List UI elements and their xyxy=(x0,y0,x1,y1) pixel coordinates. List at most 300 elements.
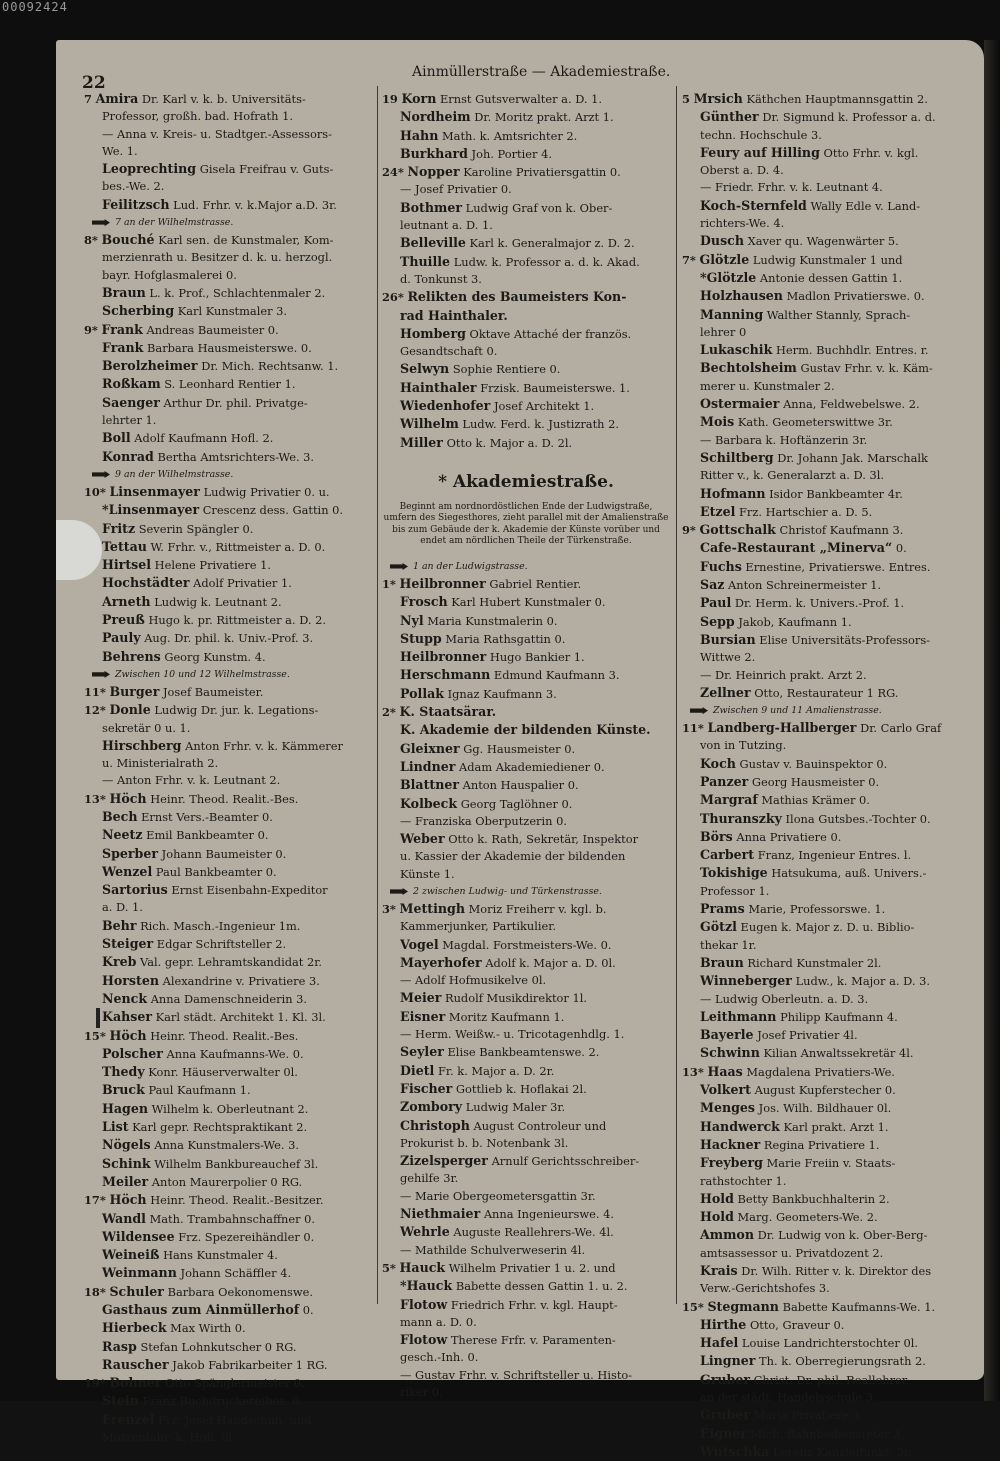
resident-details: Heinr. Theod. Realit.-Bes. xyxy=(150,1028,299,1043)
resident-details: Gottlieb k. Hoflakai 2l. xyxy=(455,1081,587,1096)
resident-details: Konr. Häuserverwalter 0l. xyxy=(148,1065,298,1080)
resident-name: Neetz xyxy=(102,827,143,843)
resident-name: Bayerle xyxy=(700,1027,754,1043)
resident-details: Dr. Mich. Rechtsanw. 1. xyxy=(201,359,339,374)
resident-details: Lorenz Kanzleifunkt. 3r. xyxy=(773,1444,912,1459)
directory-entry xyxy=(382,199,670,217)
directory-entry xyxy=(382,989,670,1007)
house-number: 26* xyxy=(382,290,404,305)
resident-name: Koch-Sternfeld xyxy=(700,197,807,213)
directory-entry xyxy=(84,126,376,143)
directory-entry xyxy=(682,108,972,126)
house-number: 1* xyxy=(382,576,396,591)
directory-entry xyxy=(682,251,972,269)
directory-entry xyxy=(682,810,972,828)
resident-name: Etzel xyxy=(700,503,736,519)
resident-name: Holzhausen xyxy=(700,288,783,304)
resident-details: Math. k. Amtsrichter 2. xyxy=(442,128,578,143)
resident-name: *Hauck xyxy=(400,1278,453,1294)
directory-entry xyxy=(682,991,972,1008)
street-heading: * Akademiestraße. xyxy=(438,471,614,492)
resident-name: Flotow xyxy=(400,1296,448,1312)
pointer-text: Zwischen 10 und 12 Wilhelmstrasse. xyxy=(115,668,290,680)
directory-entry xyxy=(682,1334,972,1352)
directory-entry xyxy=(682,413,972,431)
resident-details: merer u. Kunstmaler 2. xyxy=(700,378,835,393)
resident-details: Hans Kunstmaler 4. xyxy=(163,1248,278,1263)
directory-entry xyxy=(382,954,670,972)
directory-entry xyxy=(84,1210,376,1228)
directory-entry xyxy=(84,737,376,755)
resident-name: Stupp xyxy=(400,630,442,646)
resident-name: Götzl xyxy=(700,919,737,935)
resident-name: Miller xyxy=(400,434,443,450)
resident-details: merzienrath u. Besitzer d. k. u. herzogl. xyxy=(102,250,333,265)
resident-name: Lingner xyxy=(700,1353,756,1369)
column-2-top xyxy=(382,90,670,452)
resident-details: — Herm. Weißw.- u. Tricotagenhdlg. 1. xyxy=(400,1027,625,1042)
resident-details: Dr. Sigmund k. Professor a. d. xyxy=(762,110,936,125)
resident-name: K. Staatsärar. xyxy=(399,704,497,720)
resident-details: — Marie Obergeometersgattin 3r. xyxy=(400,1188,596,1203)
resident-name: Nögels xyxy=(102,1137,151,1153)
directory-entry xyxy=(84,448,376,466)
directory-entry xyxy=(682,918,972,936)
directory-entry xyxy=(84,375,376,393)
resident-details: Arnulf Gerichtsschreiber- xyxy=(491,1154,640,1169)
directory-entry xyxy=(382,360,670,378)
directory-entry xyxy=(84,357,376,375)
resident-name: Hierbeck xyxy=(102,1320,167,1336)
resident-details: Karl städt. Architekt 1. Kl. 3l. xyxy=(155,1010,326,1025)
resident-name: Handwerck xyxy=(700,1118,780,1134)
resident-details: Ernst Eisenbahn-Expeditor xyxy=(171,883,328,898)
resident-details: Kath. Geometerswittwe 3r. xyxy=(737,415,893,430)
directory-entry xyxy=(682,539,972,557)
resident-details: Sophie Rentiere 0. xyxy=(452,362,561,377)
resident-details: bes.-We. 2. xyxy=(102,179,165,194)
directory-entry xyxy=(382,1188,670,1205)
resident-name: Dusch xyxy=(700,233,744,249)
resident-name: Koch xyxy=(700,755,736,771)
resident-name: Horsten xyxy=(102,972,160,988)
resident-details: Gg. Hausmeister 0. xyxy=(463,741,576,756)
directory-entry xyxy=(382,1314,670,1331)
resident-name: Bechtolsheim xyxy=(700,360,797,376)
house-pointer xyxy=(382,883,670,900)
book-spine xyxy=(984,40,1000,1401)
resident-details: Ludwig Kunstmaler 1 und xyxy=(752,252,903,267)
directory-entry xyxy=(682,324,972,341)
resident-details: Ernst Gutsverwalter a. D. 1. xyxy=(439,92,603,106)
resident-name: Mayerhofer xyxy=(400,954,482,970)
directory-entry xyxy=(682,144,972,162)
resident-details: Walther Stannly, Sprach- xyxy=(766,307,911,322)
resident-details: u. Kassier der Akademie der bildenden xyxy=(400,849,626,864)
resident-details: Ludwig Maler 3r. xyxy=(465,1100,566,1115)
directory-entry xyxy=(84,683,376,701)
resident-name: List xyxy=(102,1119,129,1135)
directory-entry xyxy=(84,1118,376,1136)
resident-details: Dr. Johann Jak. Marschalk xyxy=(777,450,928,465)
resident-name: Kreb xyxy=(102,954,137,970)
resident-details: Regina Privatiere 1. xyxy=(763,1137,880,1152)
resident-name: Lindner xyxy=(400,758,456,774)
resident-details: — Gustav Frhr. v. Schriftsteller u. Histo- xyxy=(400,1367,633,1382)
resident-details: Andreas Baumeister 0. xyxy=(146,322,279,337)
directory-entry xyxy=(682,1280,972,1297)
directory-entry xyxy=(84,1356,376,1374)
directory-entry xyxy=(84,267,376,284)
resident-details: Ritter v., k. Generalarzt a. D. 3l. xyxy=(700,468,885,483)
resident-details: Philipp Kaufmann 4. xyxy=(780,1009,898,1024)
resident-details: Severin Spängler 0. xyxy=(138,521,254,536)
resident-details: Mathias Krämer 0. xyxy=(761,793,870,808)
house-number: 5 xyxy=(682,92,690,106)
directory-entry xyxy=(84,863,376,881)
resident-name: Fuchs xyxy=(700,558,742,574)
directory-entry xyxy=(382,1384,670,1401)
resident-name: Herschmann xyxy=(400,667,491,683)
resident-details: Oberst a. D. 4. xyxy=(700,163,784,178)
directory-entry xyxy=(382,630,670,648)
resident-name: Seyler xyxy=(400,1044,444,1060)
directory-entry xyxy=(84,321,376,339)
directory-entry xyxy=(382,1367,670,1384)
resident-details: Otto, Graveur 0. xyxy=(749,1317,845,1332)
house-number: 19 xyxy=(382,92,398,106)
resident-name: Weber xyxy=(400,831,445,847)
resident-details: riker 0. xyxy=(400,1385,443,1399)
resident-name: Krais xyxy=(700,1263,738,1278)
directory-entry xyxy=(682,1389,972,1406)
directory-entry xyxy=(682,719,972,737)
resident-details: Dr. Herm. k. Univers.-Prof. 1. xyxy=(734,596,905,611)
directory-entry xyxy=(682,395,972,413)
directory-entry xyxy=(682,828,972,846)
directory-entry xyxy=(682,287,972,305)
resident-details: Ernst Vers.-Beamter 0. xyxy=(141,809,273,824)
directory-entry xyxy=(84,538,376,556)
resident-name: Günther xyxy=(700,109,759,125)
directory-entry xyxy=(682,864,972,882)
resident-details: Louise Landrichterstochter 0l. xyxy=(741,1336,918,1351)
resident-details: Bertha Amtsrichters-We. 3. xyxy=(157,449,315,464)
directory-entry xyxy=(84,845,376,863)
directory-entry xyxy=(84,1081,376,1099)
resident-details: Wilhelm k. Oberleutnant 2. xyxy=(151,1101,309,1116)
directory-entry xyxy=(84,648,376,666)
resident-details: Ludw. Ferd. k. Justizrath 2. xyxy=(462,417,619,432)
resident-name: Linsenmayer xyxy=(109,483,200,499)
directory-entry xyxy=(84,1374,376,1392)
resident-name: Sartorius xyxy=(102,882,168,898)
resident-name: Korn xyxy=(401,91,437,106)
resident-name: Burkhard xyxy=(400,145,468,161)
resident-name: Gleixner xyxy=(400,740,460,756)
resident-name: Hochstädter xyxy=(102,575,190,591)
resident-details: Verw.-Gerichtshofes 3. xyxy=(700,1281,830,1296)
house-number: 9* xyxy=(682,523,696,538)
resident-name: Mois xyxy=(700,414,735,430)
directory-entry xyxy=(682,467,972,484)
resident-details: — Barbara k. Hoftänzerin 3r. xyxy=(700,432,868,447)
resident-details: Barbara Hausmeisterswe. 0. xyxy=(147,340,312,355)
resident-name: Eisner xyxy=(400,1008,446,1024)
directory-entry xyxy=(682,432,972,449)
directory-entry xyxy=(382,740,670,758)
resident-name: Weineiß xyxy=(102,1247,160,1263)
resident-details: Max Wirth 0. xyxy=(170,1321,246,1336)
resident-details: Elise Bankbeamtenswe. 2. xyxy=(447,1045,600,1060)
resident-details: Babette dessen Gattin 1. u. 2. xyxy=(455,1279,628,1294)
resident-details: — Mathilde Schulverweserin 4l. xyxy=(400,1242,586,1257)
directory-entry xyxy=(382,1296,670,1314)
directory-entry xyxy=(84,1301,376,1319)
resident-details: Maria Privatiere 3. xyxy=(753,1408,864,1423)
directory-entry xyxy=(682,162,972,179)
resident-details: Christ. Dr. phil. Reallehrer xyxy=(753,1372,908,1387)
resident-name: Stegmann xyxy=(707,1298,779,1314)
directory-entry xyxy=(84,1155,376,1173)
directory-entry xyxy=(682,846,972,864)
house-pointer xyxy=(84,214,376,231)
house-number: 15* xyxy=(682,1299,704,1314)
resident-details: Herm. Buchhdlr. Entres. r. xyxy=(775,343,929,358)
pointer-text: Zwischen 9 und 11 Amalienstrasse. xyxy=(713,705,882,717)
directory-entry xyxy=(382,758,670,776)
resident-name: Ammon xyxy=(700,1227,754,1243)
resident-name: Hold xyxy=(700,1209,734,1225)
resident-name: Schiltberg xyxy=(700,449,774,465)
resident-name: Freyberg xyxy=(700,1155,763,1171)
resident-name: Nyl xyxy=(400,612,424,628)
directory-entry xyxy=(682,449,972,467)
resident-name: Volkert xyxy=(700,1082,751,1098)
resident-details: Gesandtschaft 0. xyxy=(400,344,498,359)
resident-details: Karl gepr. Rechtspraktikant 2. xyxy=(132,1120,308,1135)
directory-entry xyxy=(682,1406,972,1424)
directory-entry xyxy=(84,826,376,844)
resident-details: Käthchen Hauptmannsgattin 2. xyxy=(746,92,928,106)
directory-entry xyxy=(682,341,972,359)
pointer-text: 2 zwischen Ludwig- und Türkenstrasse. xyxy=(413,885,602,897)
resident-details: Alexandrine v. Privatiere 3. xyxy=(162,973,320,988)
resident-name: Selwyn xyxy=(400,361,450,377)
resident-details: Mützenfabr. k. Hofl. 0l. xyxy=(102,1430,236,1445)
resident-details: — Anna v. Kreis- u. Stadtger.-Assessors- xyxy=(102,126,332,141)
directory-entry xyxy=(682,378,972,395)
pointing-hand-icon xyxy=(92,471,110,478)
resident-details: Anton Frhr. v. k. Kämmerer xyxy=(185,738,343,753)
column-2-bottom xyxy=(382,558,670,1401)
resident-details: Madlon Privatierswe. 0. xyxy=(786,289,925,304)
pointing-hand-icon xyxy=(390,888,408,895)
directory-entry xyxy=(682,215,972,232)
resident-details: Gustav Frhr. v. k. Käm- xyxy=(800,361,933,376)
resident-details: Paul Bankbeamter 0. xyxy=(155,864,277,879)
directory-entry xyxy=(84,302,376,320)
resident-details: Marg. Geometers-We. 2. xyxy=(737,1210,878,1225)
resident-details: Heinr. Theod. Realit.-Bes. xyxy=(150,791,299,806)
resident-name: Höch xyxy=(109,790,147,806)
resident-details: Helene Privatiere 1. xyxy=(154,558,272,573)
resident-name: K. Akademie der bildenden Künste. xyxy=(400,722,651,738)
resident-details: S. Leonhard Rentier 1. xyxy=(164,377,296,392)
house-number: 8* xyxy=(84,233,98,248)
directory-entry xyxy=(682,359,972,377)
directory-entry xyxy=(382,1080,670,1098)
directory-entry xyxy=(382,145,670,163)
resident-name: Gasthaus zum Ainmüllerhof xyxy=(102,1302,300,1317)
resident-name: Sepp xyxy=(700,613,735,629)
directory-entry xyxy=(682,791,972,809)
directory-entry xyxy=(84,1100,376,1118)
resident-name: Schwinn xyxy=(700,1045,760,1061)
resident-details: August Controleur und xyxy=(473,1118,607,1133)
resident-name: Preuß xyxy=(102,612,145,628)
resident-details: Stefan Lohnkutscher 0 RG. xyxy=(140,1339,297,1354)
house-number: 11* xyxy=(84,684,106,699)
resident-details: Hugo k. pr. Rittmeister a. D. 2. xyxy=(148,613,327,628)
directory-entry xyxy=(682,972,972,990)
directory-entry xyxy=(84,953,376,971)
directory-entry xyxy=(682,594,972,612)
resident-name: Sperber xyxy=(102,845,159,861)
resident-details: Anton Schreinermeister 1. xyxy=(728,578,882,593)
resident-details: Jos. Wilh. Bildhauer 0l. xyxy=(758,1101,892,1116)
resident-name: Frosch xyxy=(400,594,448,610)
directory-entry xyxy=(382,936,670,954)
directory-entry xyxy=(682,1371,972,1389)
resident-name: Christoph xyxy=(400,1117,470,1133)
resident-name: Hirthe xyxy=(700,1316,747,1332)
resident-details: 0. xyxy=(895,541,907,556)
resident-details: Otto k. Rath, Sekretär, Inspektor xyxy=(448,832,639,847)
directory-entry xyxy=(84,143,376,160)
directory-entry xyxy=(84,790,376,808)
directory-entry xyxy=(84,935,376,953)
resident-details: — Adolf Hofmusikelve 0l. xyxy=(400,973,547,988)
resident-details: — Franziska Oberputzerin 0. xyxy=(400,813,567,828)
resident-name: Bursian xyxy=(700,631,756,647)
resident-details: Antonie dessen Gattin 1. xyxy=(759,270,903,285)
resident-details: Arthur Dr. phil. Privatge- xyxy=(163,395,308,410)
directory-entry xyxy=(84,990,376,1008)
resident-name: Glötzle xyxy=(699,251,750,267)
resident-details: Otto k. Major a. D. 2l. xyxy=(446,435,573,450)
house-pointer xyxy=(84,666,376,683)
resident-name: Bouché xyxy=(101,232,155,248)
house-pointer xyxy=(382,558,670,575)
directory-entry xyxy=(382,1062,670,1080)
resident-name: Paul xyxy=(700,595,732,611)
resident-details: Frz. Hartschier a. D. 5. xyxy=(739,504,873,519)
directory-entry xyxy=(682,937,972,954)
directory-entry xyxy=(382,575,670,593)
resident-details: Otto Frhr. v. kgl. xyxy=(823,145,919,160)
resident-details: thekar 1r. xyxy=(700,937,757,952)
directory-entry xyxy=(382,1117,670,1135)
resident-details: Elise Universitäts-Professors- xyxy=(759,632,931,647)
resident-details: Dr. Carlo Graf xyxy=(860,721,942,736)
directory-entry xyxy=(84,1392,376,1410)
resident-details: d. Tonkunst 3. xyxy=(400,271,482,286)
directory-entry xyxy=(682,883,972,900)
resident-details: Barbara Oekonomenswe. xyxy=(167,1284,313,1299)
directory-entry xyxy=(682,649,972,666)
directory-entry xyxy=(84,629,376,647)
house-number: 7* xyxy=(682,252,696,267)
resident-details: Johann Schäffler 4. xyxy=(180,1266,292,1281)
resident-details: Betty Bankbuchhalterin 2. xyxy=(737,1191,890,1206)
resident-details: — Josef Privatier 0. xyxy=(400,182,512,197)
resident-name: Tokishige xyxy=(700,865,768,881)
directory-entry xyxy=(682,1316,972,1334)
resident-name: Blattner xyxy=(400,777,460,793)
resident-name: Panzer xyxy=(700,773,749,789)
directory-entry xyxy=(682,1154,972,1172)
directory-entry xyxy=(382,1223,670,1241)
directory-entry xyxy=(84,611,376,629)
resident-name: Winneberger xyxy=(700,973,792,989)
resident-name: Burger xyxy=(109,683,160,699)
resident-details: Franz, Ingenieur Entres. l. xyxy=(757,848,912,863)
directory-entry xyxy=(682,232,972,250)
resident-details: Ludwig Graf von k. Ober- xyxy=(465,200,613,215)
directory-entry xyxy=(382,1043,670,1061)
directory-entry xyxy=(84,284,376,302)
resident-details: Anna Ingenieurswe. 4. xyxy=(483,1207,614,1222)
resident-name: Polscher xyxy=(102,1045,163,1061)
directory-entry xyxy=(382,234,670,252)
directory-entry xyxy=(682,1173,972,1190)
resident-details: Therese Frfr. v. Paramenten- xyxy=(450,1333,616,1348)
resident-details: Josef Privatier 4l. xyxy=(757,1028,858,1043)
resident-name: Manning xyxy=(700,306,764,322)
resident-details: Hugo Bankier 1. xyxy=(489,650,585,665)
directory-entry xyxy=(84,412,376,429)
resident-name: Thuranszky xyxy=(700,810,782,826)
directory-entry xyxy=(382,1259,670,1277)
resident-name: Rauscher xyxy=(102,1356,169,1372)
resident-name: Wehrle xyxy=(400,1224,450,1240)
resident-details: Otto Spänglermeister 0. xyxy=(165,1376,305,1391)
resident-details: Ilona Gutsbes.-Tochter 0. xyxy=(785,811,931,826)
directory-entry xyxy=(682,954,972,972)
resident-name: Frank xyxy=(102,339,144,355)
directory-entry xyxy=(84,231,376,249)
resident-details: Georg Taglöhner 0. xyxy=(460,796,573,811)
directory-entry xyxy=(682,1262,972,1280)
directory-entry xyxy=(682,1081,972,1099)
resident-details: Heinr. Theod. Realit.-Besitzer. xyxy=(150,1193,324,1208)
resident-details: Ludw., k. Major a. D. 3. xyxy=(795,974,930,989)
resident-details: Wilhelm Privatier 1 u. 2. und xyxy=(448,1260,616,1275)
column-rule-left xyxy=(377,86,378,1304)
resident-name: Hofmann xyxy=(700,485,766,501)
directory-entry xyxy=(84,772,376,789)
resident-name: Zellner xyxy=(700,684,751,700)
directory-entry xyxy=(382,1026,670,1043)
resident-name: Leoprechting xyxy=(102,161,197,177)
resident-details: Ludwig k. Leutnant 2. xyxy=(154,594,282,609)
column-3 xyxy=(682,90,972,1461)
resident-name: Bohner xyxy=(109,1375,162,1391)
house-number: 10* xyxy=(84,484,106,499)
directory-entry xyxy=(84,720,376,737)
directory-entry xyxy=(382,972,670,989)
